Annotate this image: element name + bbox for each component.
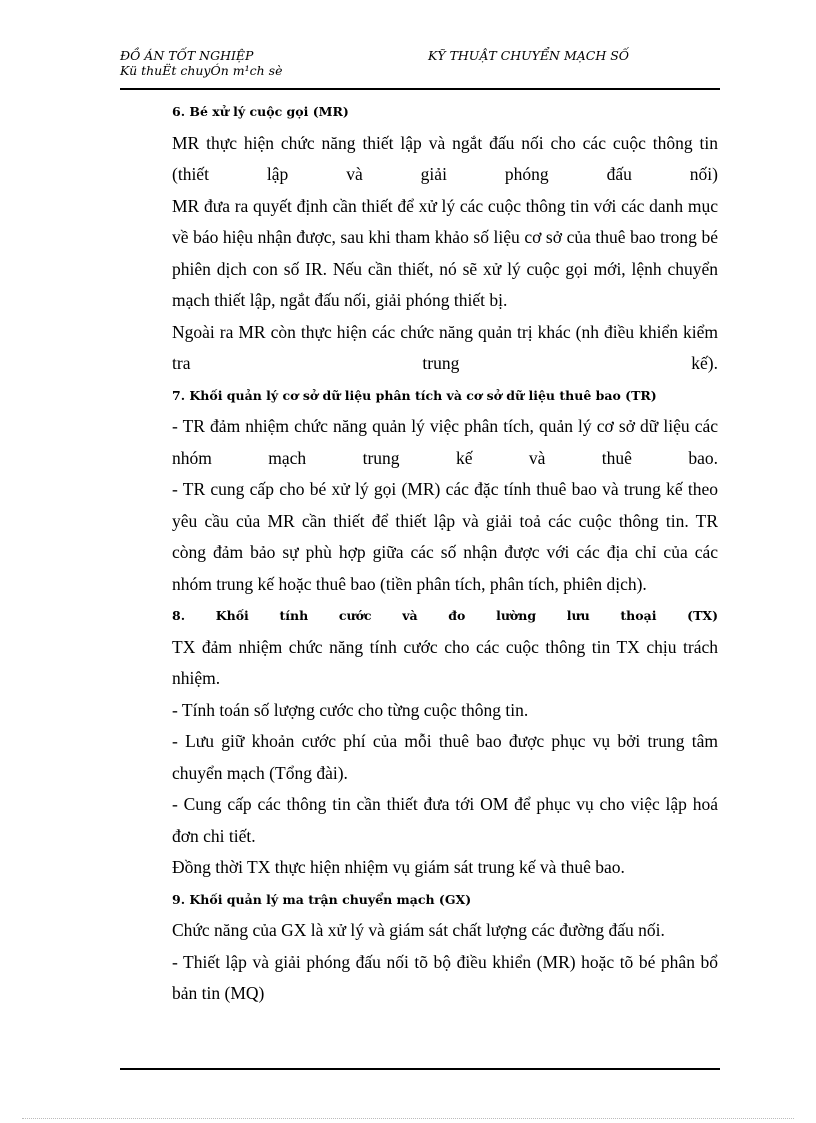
- paragraph: MR thực hiện chức năng thiết lập và ngắt đấu nối cho các cuộc thông tin (thiết lập và giải phóng đấu nối): [172, 132, 718, 184]
- header-subtitle: Kü thuËt chuyÓn m¹ch sè: [120, 63, 283, 78]
- paragraph: Chức năng của GX là xử lý và giám sát chất lượng các đường đấu nối.: [172, 920, 665, 940]
- section-heading-7: 7. Khối quản lý cơ sở dữ liệu phân tích và cơ sở dữ liệu thuê bao (TR): [172, 387, 657, 403]
- page-body: [122, 96, 718, 1010]
- section-heading-9: 9. Khối quản lý ma trận chuyển mạch (GX): [172, 891, 472, 907]
- list-item: - Lưu giữ khoản cước phí của mỗi thuê bao được phục vụ bởi trung tâm chuyển mạch (Tổng đài).: [172, 731, 718, 783]
- paragraph: MR đưa ra quyết định cần thiết để xử lý các cuộc thông tin với các danh mục về báo hiệu nhận được, sau khi tham khảo số liệu cơ sở của thuê bao trong bé phiên dịch con số IR. Nếu cần thiết, nó sẽ xử lý cuộc gọi mới, lệnh chuyển mạch thiết lập, ngắt đấu nối, giải phóng thiết bị.: [172, 195, 718, 310]
- section-heading-6: 6. Bé xử lý cuộc gọi (MR): [172, 104, 349, 119]
- header-right-title: KỸ THUẬT CHUYỂN MẠCH SỐ: [428, 48, 630, 63]
- paragraph: - TR cung cấp cho bé xử lý gọi (MR) các đặc tính thuê bao và trung kế theo yêu cầu của MR cần thiết để thiết lập và giải toả các cuộc thông tin. TR: [172, 479, 718, 531]
- list-item: - Thiết lập và giải phóng đấu nối tõ bộ điều khiển (MR) hoặc tõ bé phân bổ bản tin (MQ): [172, 951, 718, 1003]
- footer-divider: [120, 1068, 720, 1070]
- paragraph: còng đảm bảo sự phù hợp giữa các số nhận được với các địa chỉ của các nhóm trung kế hoặc thuê bao (tiền phân tích, phân tích, phiên dịch).: [172, 542, 718, 594]
- header-divider: [120, 88, 720, 90]
- paragraph: TX đảm nhiệm chức năng tính cước cho các cuộc thông tin TX chịu trách nhiệm.: [172, 636, 718, 688]
- paragraph: Đồng thời TX thực hiện nhiệm vụ giám sát trung kế và thuê bao.: [172, 857, 625, 877]
- page-edge-dotted-line: [22, 1118, 794, 1119]
- header-left: [120, 48, 282, 78]
- list-item: - Cung cấp các thông tin cần thiết đưa tới OM để phục vụ cho việc lập hoá đơn chi tiết.: [172, 794, 718, 846]
- paragraph: - TR đảm nhiệm chức năng quản lý việc phân tích, quản lý cơ sở dữ liệu các nhóm mạch trung kế và thuê bao.: [172, 416, 718, 468]
- paragraph: Ngoài ra MR còn thực hiện các chức năng quản trị khác (nh điều khiển kiểm tra trung kế).: [172, 321, 718, 373]
- header-title: ĐỒ ÁN TỐT NGHIỆP: [120, 48, 254, 63]
- section-heading-8: 8. Khối tính cước và đo lường lưu thoại (TX): [172, 608, 718, 623]
- list-item: - Tính toán số lượng cước cho từng cuộc thông tin.: [172, 699, 529, 720]
